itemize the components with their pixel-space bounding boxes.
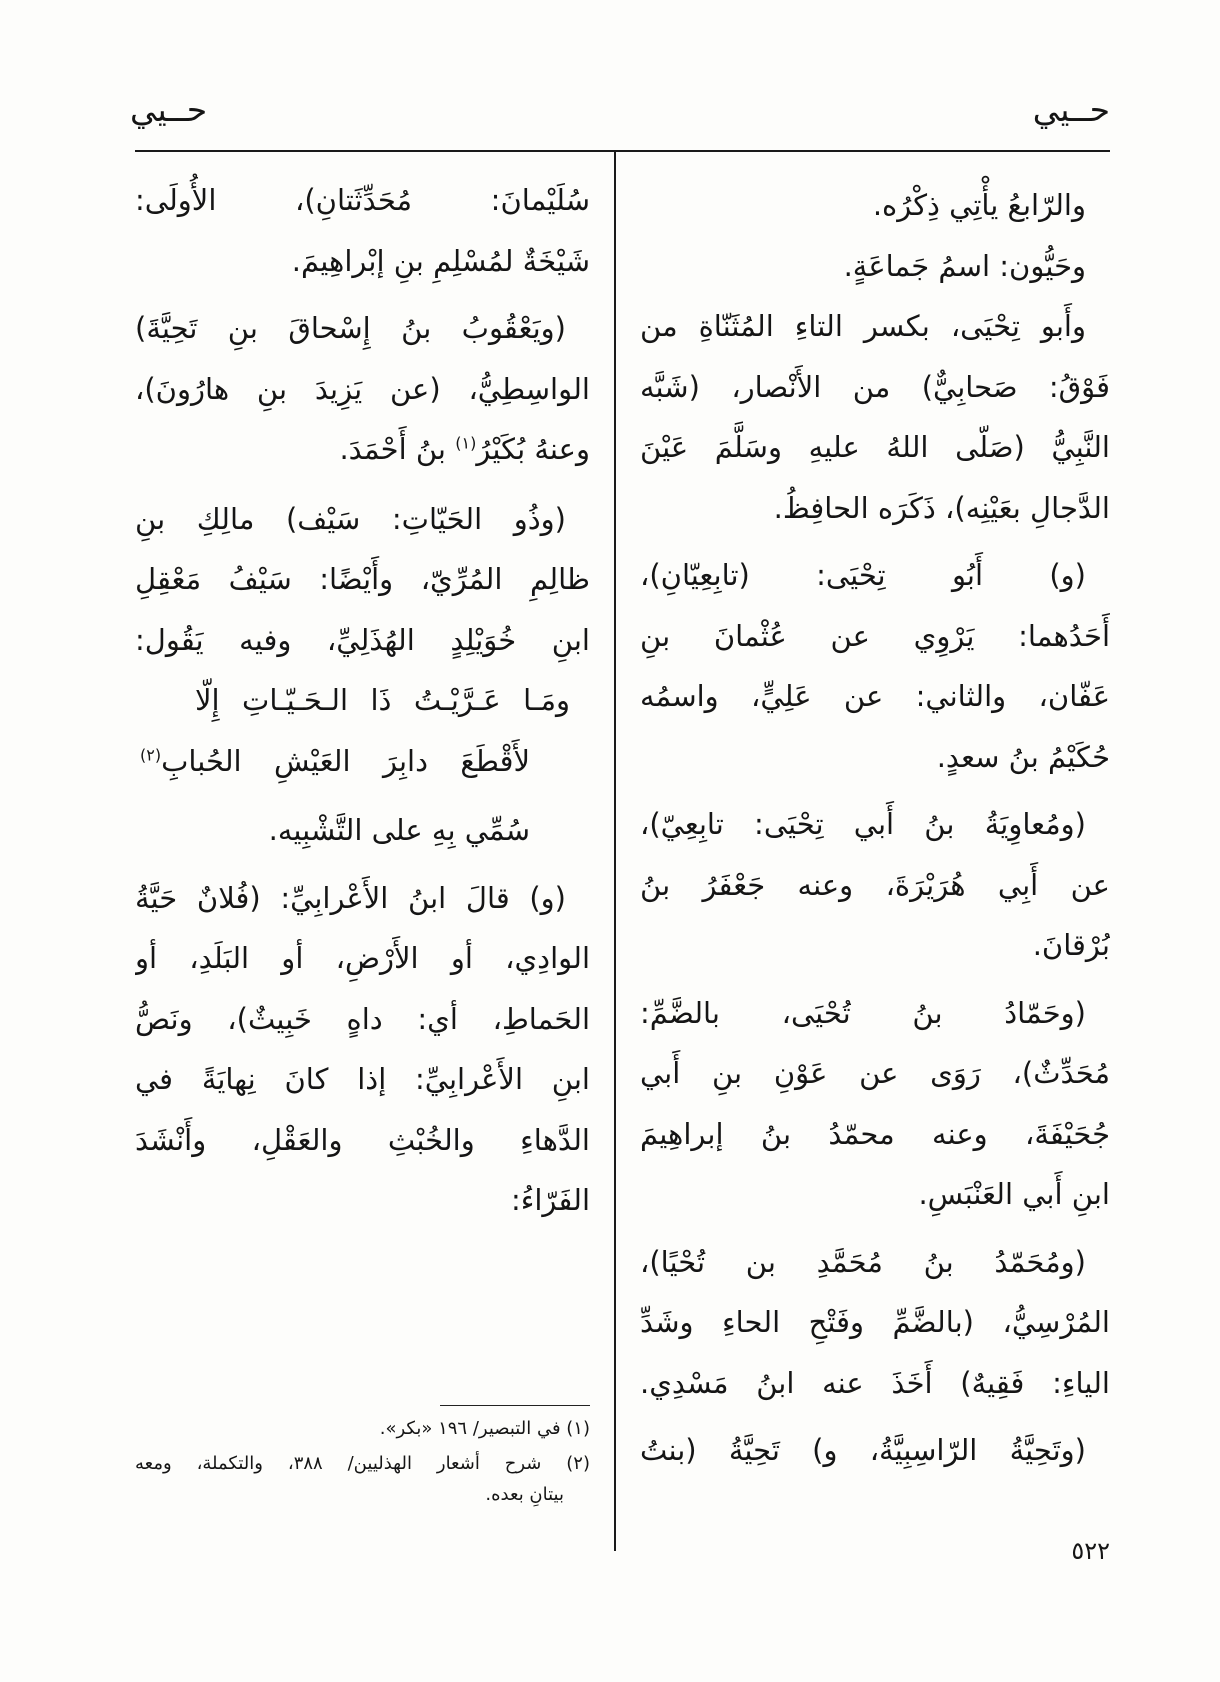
footnotes xyxy=(135,1413,590,1510)
text-line: (ومُعاوِيَةُ بنُ أَبي تِحْيَى: تابِعِيّ)، xyxy=(640,807,1086,841)
text-line: ابنِ الأَعْرابِيِّ: إذا كانَ نِهايَةً في xyxy=(135,1062,590,1096)
running-head-right: حــيي xyxy=(1032,90,1110,129)
text-line: (ومُحَمّدُ بنُ مُحَمَّدِ بن تُحْيًا)، xyxy=(640,1244,1086,1279)
text-line: (و) أَبُو تِحْيَى: (تابِعِيّانِ)، xyxy=(640,558,1086,592)
verse-hemistich-first: ومَـا عَـرَّيْـتُ ذَا الـحَـيّـاتِ إِلّا xyxy=(195,683,570,717)
text-line: أَحَدُهما: يَرْوِي عن عُثْمانَ بنِ xyxy=(640,618,1110,653)
text-line: الحَماطِ، أي: داهٍ خَبِيثٌ)، ونَصُّ xyxy=(135,1001,590,1036)
text-line: عَفّان، والثاني: عن عَلِيٍّ، واسمُه xyxy=(640,679,1110,713)
text-line: شَيْخَةٌ لمُسْلِمِ بنِ إبْراهِيمَ. xyxy=(291,243,590,278)
text-line: (وحَمّادُ بنُ تُحْيَى، بالضَّمِّ: xyxy=(640,995,1086,1030)
running-head-left: حــيي xyxy=(130,90,208,129)
text-line: ظالِمِ المُرِّيّ، وأَيْضًا: سَيْفُ مَعْقِلِ xyxy=(135,562,590,596)
footnote-marker: (٢) xyxy=(140,744,162,764)
verse-hemistich-second xyxy=(135,731,590,792)
text-segment: لأَقْطَعَ دابِرَ العَيْشِ الحُبابِ xyxy=(161,743,530,778)
text-line xyxy=(135,419,590,480)
text-line: الواسِطِيُّ، (عن يَزِيدَ بنِ هارُونَ)، xyxy=(135,371,590,406)
page-number: ٥٢٢ xyxy=(1071,1537,1110,1565)
header-rule xyxy=(135,150,1110,152)
text-line: جُحَيْفَةَ، وعنه محمّدُ بنُ إبراهِيمَ xyxy=(640,1116,1110,1151)
text-line: وأَبو تِحْيَى، بكسر التاءِ المُثَنّاةِ من xyxy=(640,309,1086,343)
text-line: فَوْقُ: صَحابِيٌّ) من الأَنْصار، (شَبَّه xyxy=(640,369,1110,404)
text-line: الدَّهاءِ والخُبْثِ والعَقْلِ، وأَنْشَدَ xyxy=(135,1122,590,1157)
footnote-separator xyxy=(440,1405,590,1406)
text-line: بُرْقانَ. xyxy=(1032,928,1110,962)
text-line: الياءِ: فَقِيهٌ) أَخَذَ عنه ابنُ مَسْدِي. xyxy=(640,1365,1110,1400)
text-line: حُكَيْمُ بنُ سعدٍ. xyxy=(936,739,1110,774)
text-line: الدَّجالِ بعَيْنِه)، ذَكَرَه الحافِظُ. xyxy=(773,490,1110,525)
text-line: المُرْسِيُّ، (بالضَّمِّ وفَتْحِ الحاءِ وشَدِّ xyxy=(640,1305,1110,1339)
footnote-continuation: بيتانِ بعده. xyxy=(485,1484,564,1505)
footnote: (١) في التبصير/ ١٩٦ «بكر». xyxy=(379,1418,590,1439)
text-line: والرّابعُ يأْتِي ذِكْرُه. xyxy=(872,188,1086,222)
text-line: سُمِّي بِهِ على التَّشْبِيه. xyxy=(268,813,530,847)
text-segment: وعنهُ بُكَيْرُ xyxy=(476,432,590,466)
text-line: (و) قالَ ابنُ الأَعْرابِيِّ: (فُلانٌ حَيَّةُ xyxy=(135,880,566,915)
text-line: مُحَدِّثٌ)، رَوَى عن عَوْنِ بنِ أَبي xyxy=(640,1056,1110,1090)
footnote: (٢) شرح أشعار الهذليين/ ٣٨٨، والتكملة، ومعه xyxy=(135,1453,590,1474)
text-line: الفَرّاءُ: xyxy=(510,1183,590,1217)
left-column xyxy=(135,170,590,1231)
text-line: ابنِ خُوَيْلِدٍ الهُذَلِيِّ، وفيه يَقُول: xyxy=(135,622,590,657)
text-line: ابنِ أَبي العَنْبَسِ. xyxy=(918,1177,1110,1211)
footnote-marker: (١) xyxy=(455,433,477,453)
column-divider xyxy=(614,151,616,1551)
text-line: عن أَبِي هُرَيْرَةَ، وعنه جَعْفَرُ بنُ xyxy=(640,867,1110,902)
text-line: وحَيُّون: اسمُ جَماعَةٍ. xyxy=(843,248,1086,283)
text-line: (ويَعْقُوبُ بنُ إِسْحاقَ بنِ تَحِيَّةَ) xyxy=(135,311,566,345)
text-segment: بنُ أَحْمَدَ. xyxy=(339,432,456,466)
text-line: الوادِي، أو الأَرْضِ، أو البَلَدِ، أو xyxy=(135,941,590,975)
text-line: سُلَيْمانَ: مُحَدِّثَتانِ)، الأُولَى: xyxy=(135,183,590,217)
text-line: (وذُو الحَيّاتِ: سَيْف) مالِكِ بنِ xyxy=(135,501,566,536)
text-line: (وتَحِيَّةُ الرّاسِبِيَّةُ، و) تَحِيَّةُ (بنتُ xyxy=(640,1433,1086,1467)
text-line: النَّبِيُّ (صَلّى اللهُ عليهِ وسَلَّمَ عَيْنَ xyxy=(640,430,1110,464)
right-column xyxy=(640,175,1110,1481)
